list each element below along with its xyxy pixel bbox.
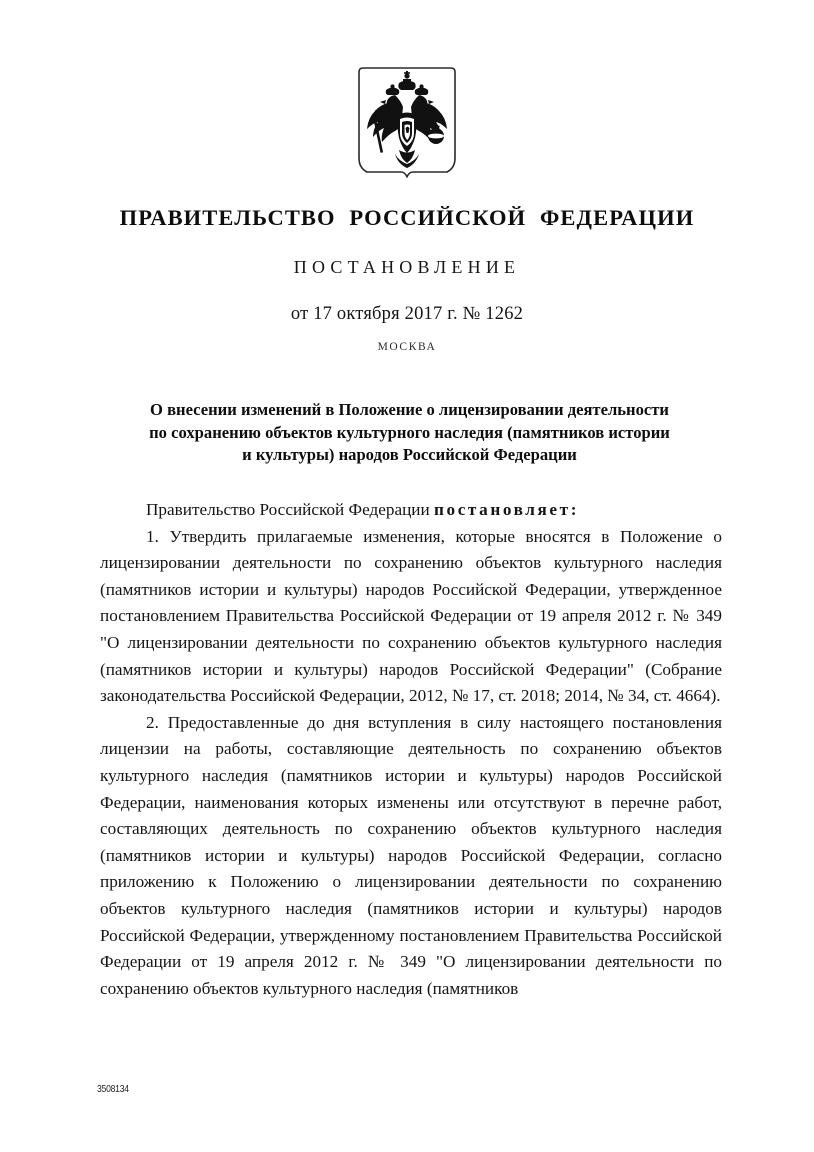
preamble-prefix: Правительство Российской Федерации [146,500,434,519]
body-paragraph-1: 1. Утвердить прилагаемые изменения, которые вносятся в Положение о лицензировании деятельности по сохранению объектов культурного наследия (памятников истории и культуры) народов Российской Федерации, утвержденное постановлением Правительства Российской Федерации от 19 апреля 2012 г. № 349 "О лицензировании деятельности по сохранению объектов культурного наследия (памятников истории и культуры) народов Российской Федерации" (Собрание законодательства Российской Федерации, 2012, № 17, ст. 2018; 2014, № 34, ст. 4664). [100,526,722,706]
document-date-number: от 17 октября 2017 г. № 1262 [290,304,524,324]
russian-federation-coat-of-arms-icon [355,62,459,188]
subject-line: по сохранению объектов культурного наследия (памятников истории [149,422,670,442]
government-title: ПРАВИТЕЛЬСТВО РОССИЙСКОЙ ФЕДЕРАЦИИ [119,205,695,230]
preamble-paragraph [100,497,722,524]
document-city: МОСКВА [377,341,437,353]
preamble-emphasis: постановляет: [434,500,580,519]
document-kind: ПОСТАНОВЛЕНИЕ [293,257,521,277]
coat-of-arms-container [0,62,814,188]
document-body [100,497,722,1002]
subject-line: О внесении изменений в Положение о лицензировании деятельности [150,400,669,419]
document-subject [97,399,722,467]
body-paragraph-2: 2. Предоставленные до дня вступления в силу настоящего постановления лицензии на работы, составляющие деятельность по сохранению объектов культурного наследия (памятников истории и культуры) народов Российской Федерации, наименования которых изменены или отсутствуют в перечне работ, составляющих деятельность по сохранению объектов культурного наследия (памятников истории и культуры) народов Российской Федерации, согласно приложению к Положению о лицензировании деятельности по сохранению объектов культурного наследия (памятников истории и культуры) народов Российской Федерации, утвержденному постановлением Правительства Российской Федерации от 19 апреля 2012 г. № 349 "О лицензировании деятельности по сохранению объектов культурного наследия (памятников [100,712,722,998]
footer-document-code: 3508134 [97,1083,129,1095]
subject-line: и культуры) народов Российской Федерации [242,445,577,464]
